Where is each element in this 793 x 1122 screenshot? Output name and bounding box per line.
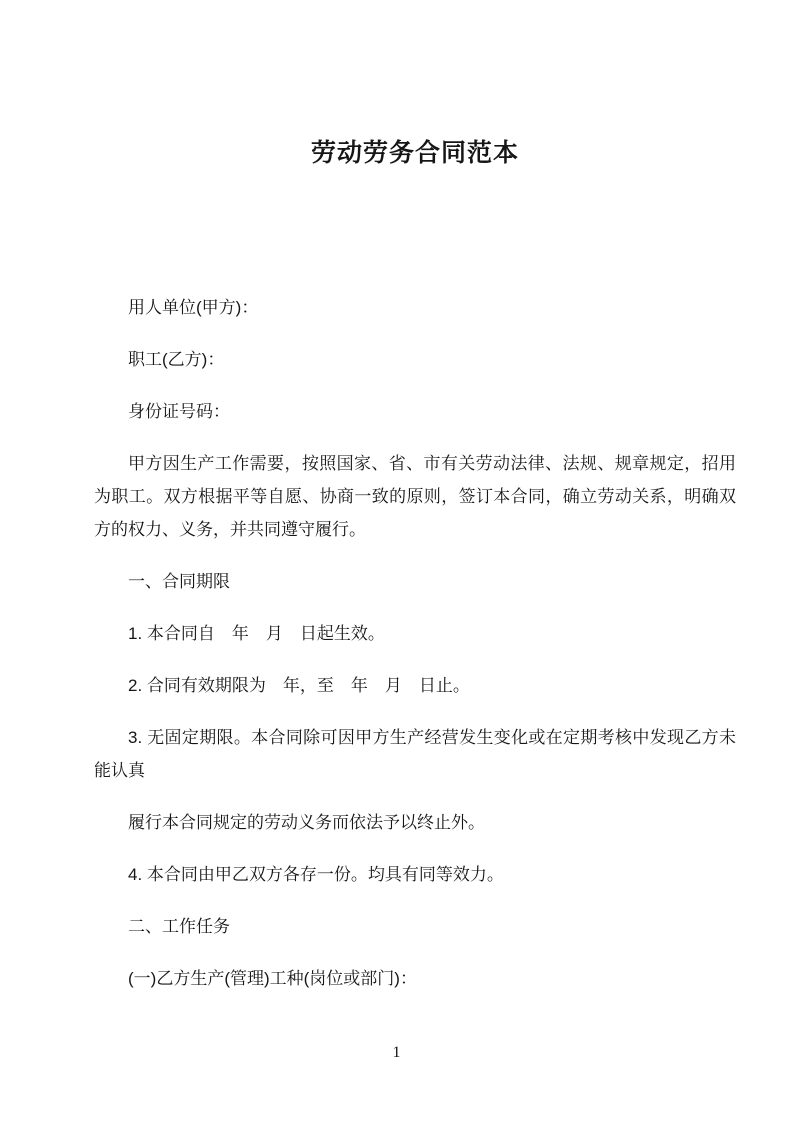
- clause-1-1: 1. 本合同自 年 月 日起生效。: [128, 624, 385, 643]
- party-a-label: 用人单位(甲方)：: [128, 298, 259, 317]
- clause-1-3: 3. 无固定期限。本合同除可因甲方生产经营发生变化或在定期考核中发现乙方未能认真: [94, 728, 736, 780]
- section-2-heading: 二、工作任务: [128, 917, 230, 936]
- clause-1-2: 2. 合同有效期限为 年，至 年 月 日止。: [128, 676, 470, 695]
- id-number-label: 身份证号码：: [128, 402, 230, 421]
- page-number: 1: [392, 1044, 401, 1061]
- clause-2-1: (一)乙方生产(管理)工种(岗位或部门)：: [128, 969, 417, 988]
- preamble-paragraph: 甲方因生产工作需要，按照国家、省、市有关劳动法律、法规、规章规定，招用为职工。双方根据平等自愿、协商一致的原则，签订本合同，确立劳动关系，明确双方的权力、义务，并共同遵守履行。: [94, 454, 736, 539]
- clause-1-3-continued: 履行本合同规定的劳动义务而依法予以终止外。: [128, 813, 485, 832]
- section-1-heading: 一、合同期限: [128, 572, 230, 591]
- party-b-label: 职工(乙方)：: [128, 350, 225, 369]
- document-title: 劳动劳务合同范本: [310, 139, 519, 167]
- clause-1-4: 4. 本合同由甲乙双方各存一份。均具有同等效力。: [128, 865, 504, 884]
